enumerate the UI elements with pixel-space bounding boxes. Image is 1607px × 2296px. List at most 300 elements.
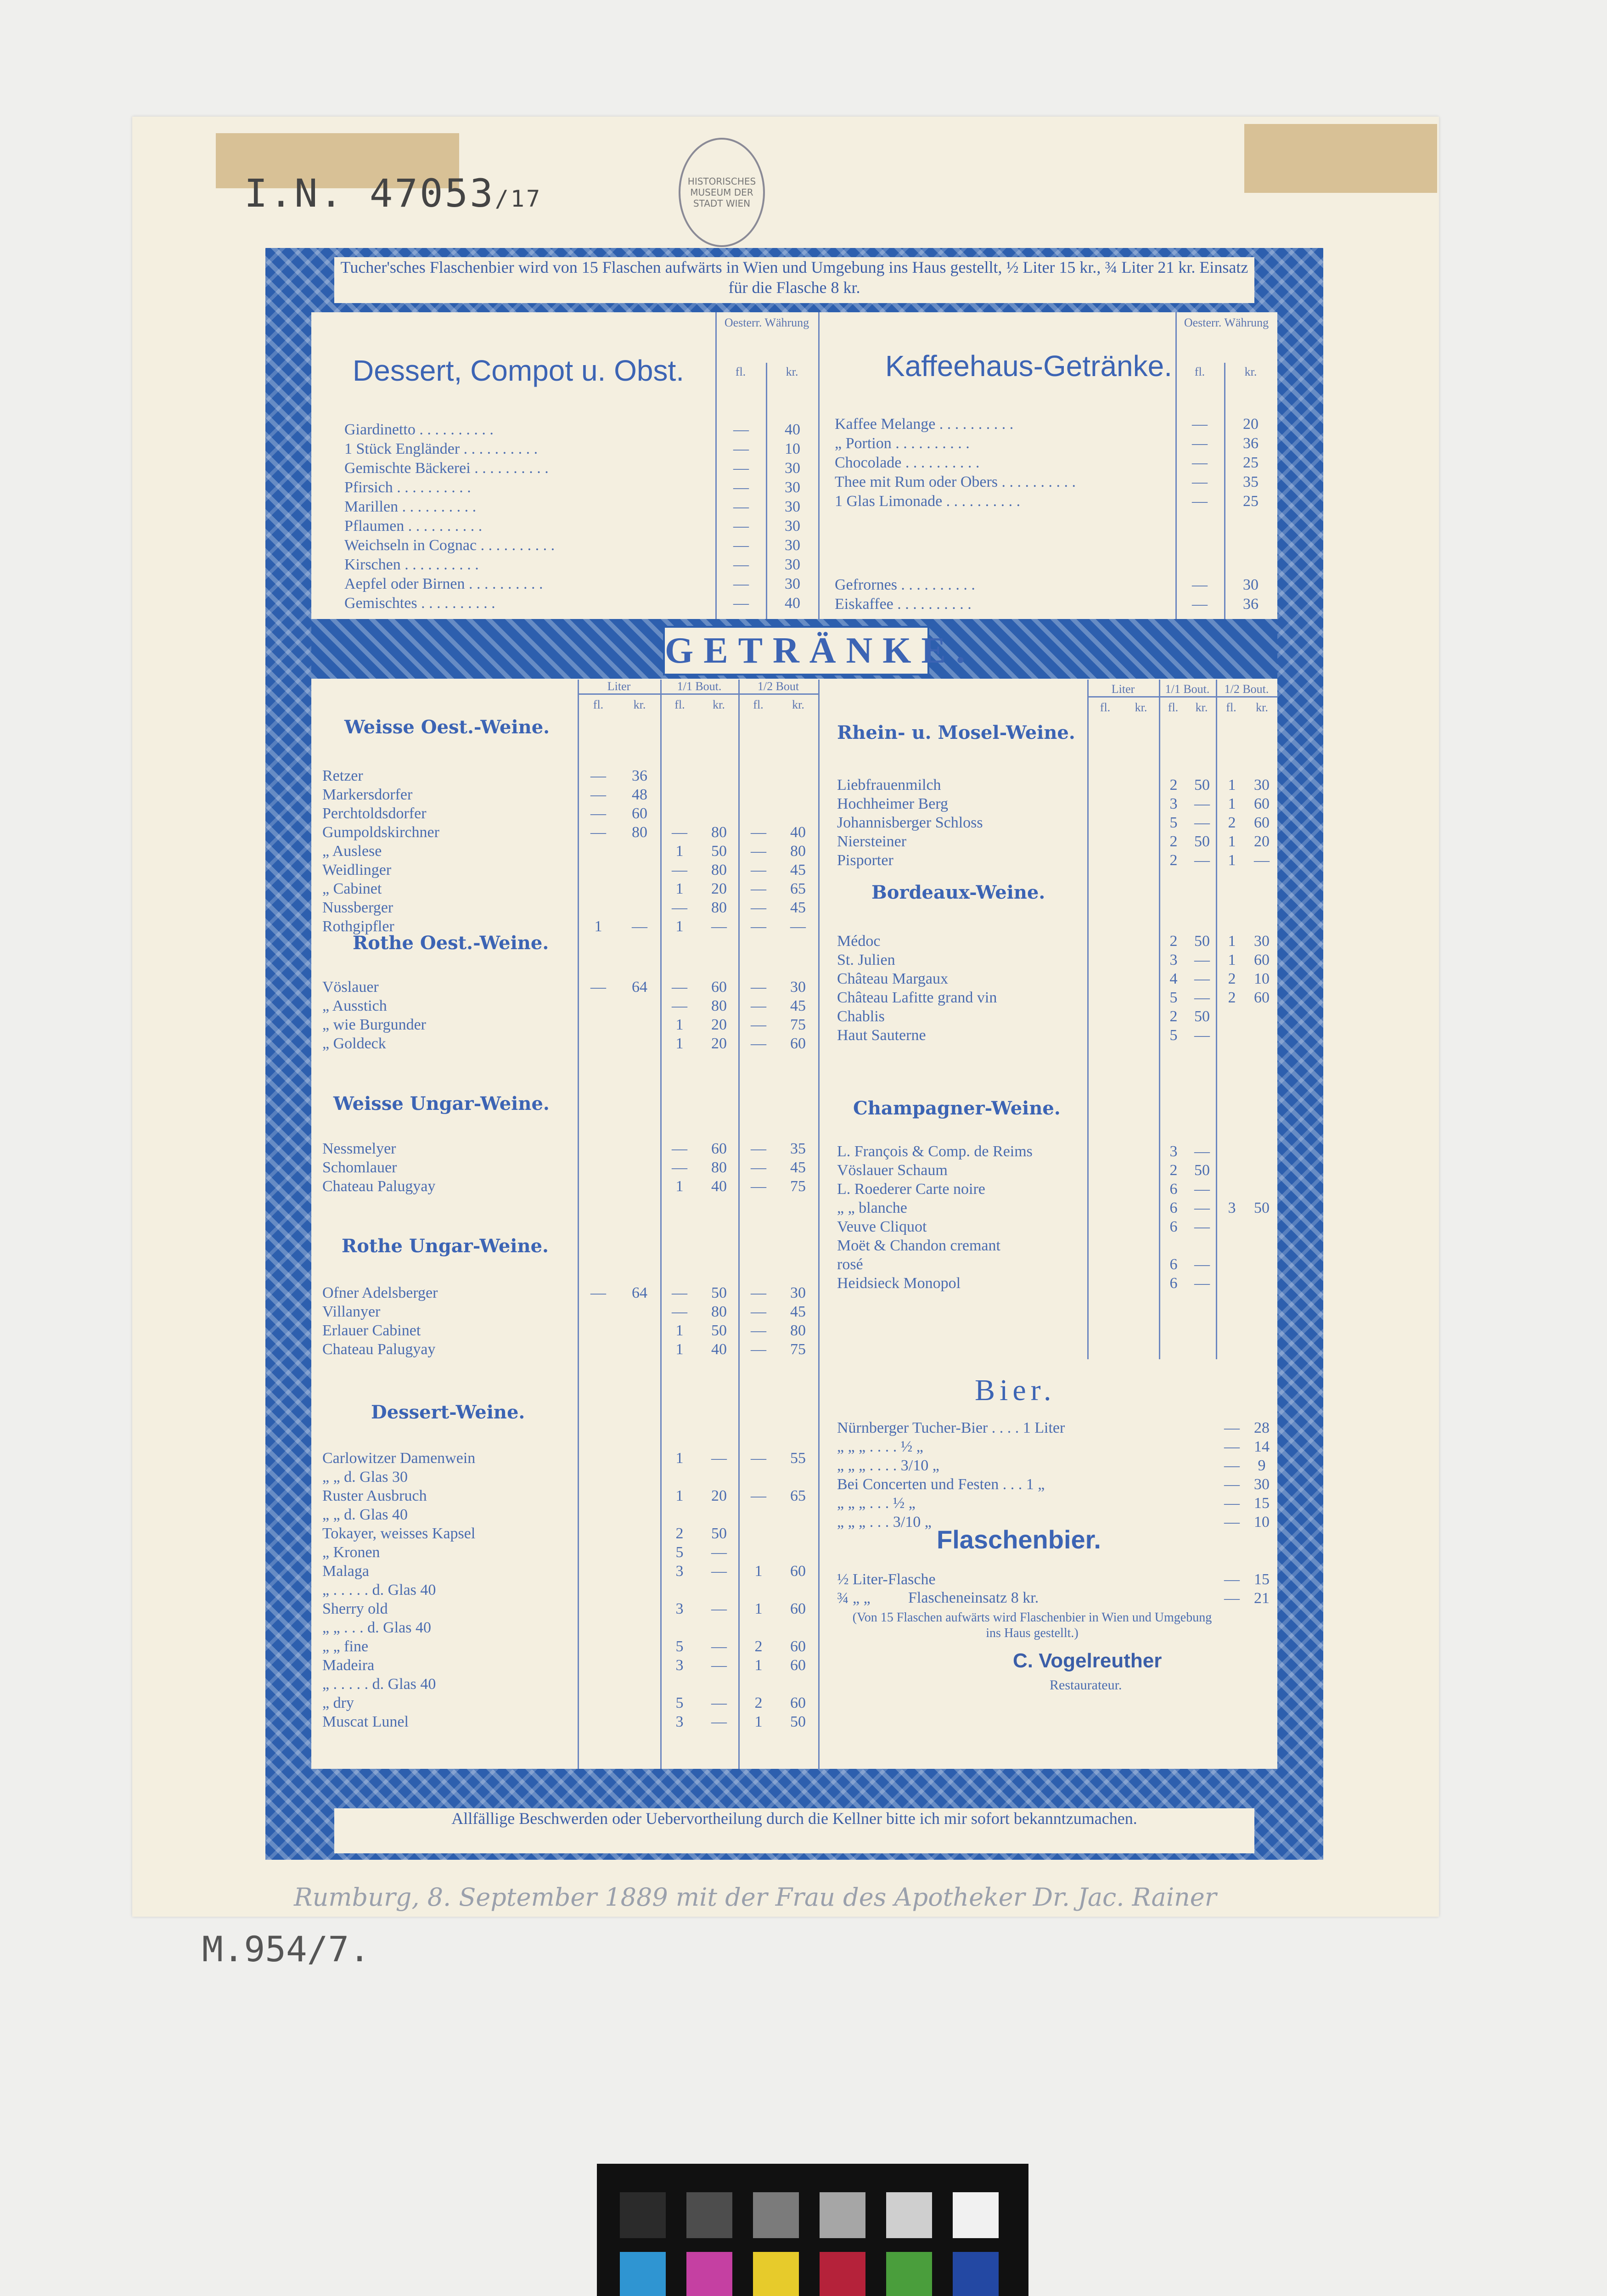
bier-kr: 9 — [1258, 1457, 1266, 1474]
color-patch — [620, 2252, 666, 2296]
wine-price: 60 — [790, 1035, 806, 1052]
wine-price: 30 — [790, 1284, 806, 1301]
wine-price: 60 — [711, 1140, 727, 1157]
wine-price: 40 — [790, 824, 806, 841]
wine-name: „ Ausstich — [322, 997, 387, 1014]
wine-price: — — [711, 918, 727, 935]
wine-name: Ofner Adelsberger — [322, 1284, 438, 1301]
dessert-weine-title: Dessert-Weine. — [371, 1401, 525, 1423]
wine-price: 1 — [754, 1563, 763, 1580]
wine-price: — — [672, 997, 687, 1014]
wine-price: 5 — [1169, 1027, 1178, 1044]
wine-price: — — [751, 899, 766, 916]
wine-price: 20 — [711, 1035, 727, 1052]
wine-name: Erlauer Cabinet — [322, 1322, 421, 1339]
wine-price: 1 — [1228, 795, 1236, 812]
wine-name: „ Kronen — [322, 1544, 380, 1561]
wine-price: 50 — [711, 843, 727, 860]
top-notice: Tucher'sches Flaschenbier wird von 15 Flaschen aufwärts in Wien und Umgebung ins Haus gestellt, ½ Liter 15 kr., ¾ Liter 21 kr. Einsatz für die Flasche 8 kr. — [334, 257, 1254, 303]
item-name: 1 Glas Limonade . . . . . . . . . . — [835, 493, 1021, 510]
m-number: M.954/7. — [202, 1929, 371, 1970]
wine-name: Chateau Palugyay — [322, 1178, 436, 1195]
wine-price: — — [590, 805, 606, 822]
bier-title: Bier. — [975, 1373, 1056, 1407]
wine-price: 2 — [1169, 1008, 1178, 1025]
wine-price: 6 — [1169, 1199, 1178, 1216]
item-name: Gemischte Bäckerei . . . . . . . . . . — [344, 460, 549, 477]
price-kr: 30 — [785, 575, 800, 592]
dessert-title: Dessert, Compot u. Obst. — [353, 354, 685, 387]
price-fl: — — [733, 537, 749, 554]
wine-price: 45 — [790, 899, 806, 916]
bier-fl: — — [1224, 1590, 1240, 1607]
wine-price: — — [751, 1341, 766, 1358]
price-kr: 36 — [1243, 435, 1259, 452]
wine-name: Heidsieck Monopol — [837, 1275, 961, 1292]
price-fl: — — [733, 460, 749, 477]
wine-price: 65 — [790, 880, 806, 897]
wine-price: 1 — [1228, 951, 1236, 968]
wine-name: „ „ d. Glas 40 — [322, 1506, 408, 1523]
color-patch — [686, 2252, 732, 2296]
wine-name: Muscat Lunel — [322, 1713, 409, 1730]
wine-price: 2 — [1169, 933, 1178, 950]
wine-price: 45 — [790, 997, 806, 1014]
wine-price: — — [751, 1016, 766, 1033]
inventory-number: I.N. 47053/17 — [244, 171, 542, 216]
wine-price: — — [711, 1713, 727, 1730]
wine-name: „ . . . . . d. Glas 40 — [322, 1676, 436, 1693]
wine-name: Médoc — [837, 933, 881, 950]
bier-name: „ „ „ . . . ½ „ — [837, 1495, 916, 1512]
wine-price: 50 — [1194, 1162, 1210, 1179]
wine-price: 65 — [790, 1487, 806, 1504]
right-header-line — [1087, 696, 1277, 698]
wine-price: — — [1194, 1218, 1210, 1235]
price-kr: 30 — [785, 556, 800, 573]
item-name: Weichseln in Cognac . . . . . . . . . . — [344, 537, 555, 554]
wine-price: 3 — [1169, 951, 1178, 968]
wine-price: 60 — [1254, 814, 1270, 831]
item-name: Eiskaffee . . . . . . . . . . — [835, 596, 972, 613]
wine-price: 50 — [1254, 1199, 1270, 1216]
wine-price: — — [711, 1450, 727, 1467]
wine-price: 40 — [711, 1178, 727, 1195]
wine-price: 3 — [675, 1600, 684, 1617]
top-mid-divider — [818, 312, 820, 619]
wine-price: — — [672, 1140, 687, 1157]
wine-price: 2 — [1169, 852, 1178, 869]
price-fl: — — [1192, 473, 1208, 490]
wine-name: Château Lafitte grand vin — [837, 989, 997, 1006]
left-liter-divider — [578, 680, 579, 1769]
price-kr: 30 — [785, 479, 800, 496]
wine-price: 1 — [675, 1016, 684, 1033]
price-fl: — — [733, 595, 749, 612]
wine-price: 2 — [1228, 814, 1236, 831]
currency-header-left: Oesterr. Währung — [724, 316, 809, 329]
flascheneinsatz: Flascheneinsatz 8 kr. — [908, 1589, 1039, 1606]
wine-price: — — [751, 1178, 766, 1195]
flaschenbier-note: (Von 15 Flaschen aufwärts wird Flaschenbier in Wien und Umgebung ins Haus gestellt.) — [852, 1610, 1212, 1640]
price-fl: — — [1192, 596, 1208, 613]
wine-name: Johannisberger Schloss — [837, 814, 983, 831]
gray-patch — [753, 2192, 799, 2238]
price-kr: 36 — [1243, 596, 1259, 613]
wine-price: 1 — [675, 1035, 684, 1052]
price-fl: — — [733, 498, 749, 515]
wine-price: — — [590, 786, 606, 803]
price-fl: — — [1192, 435, 1208, 452]
wine-price: — — [751, 979, 766, 996]
rothe-ungar-title: Rothe Ungar-Weine. — [342, 1235, 549, 1257]
wine-price: 3 — [1169, 1143, 1178, 1160]
wine-price: 60 — [790, 1600, 806, 1617]
wine-price: — — [590, 824, 606, 841]
bier-fl: — — [1224, 1438, 1240, 1455]
wine-name: Tokayer, weisses Kapsel — [322, 1525, 476, 1542]
wine-price: — — [1194, 795, 1210, 812]
lower-mid-divider — [818, 680, 820, 1769]
price-kr: 30 — [785, 498, 800, 515]
wine-price: — — [1194, 1181, 1210, 1198]
handwritten-note: Rumburg, 8. September 1889 mit der Frau des Apotheker Dr. Jac. Rainer — [294, 1883, 1217, 1912]
wine-name: Chateau Palugyay — [322, 1341, 436, 1358]
weisse-oest-title: Weisse Oest.-Weine. — [344, 716, 550, 738]
left-bout1-divider — [660, 680, 662, 1769]
item-name: Pfirsich . . . . . . . . . . — [344, 479, 471, 496]
wine-price: 5 — [675, 1694, 684, 1711]
wine-price: 3 — [675, 1713, 684, 1730]
price-kr: 30 — [785, 460, 800, 477]
wine-price: 5 — [1169, 989, 1178, 1006]
wine-price: 64 — [632, 979, 647, 996]
price-fl: — — [1192, 576, 1208, 593]
price-kr: 40 — [785, 595, 800, 612]
wine-price: 40 — [711, 1341, 727, 1358]
gray-patch — [820, 2192, 865, 2238]
wine-price: — — [1194, 1143, 1210, 1160]
wine-price: 10 — [1254, 970, 1270, 987]
item-name: Marillen . . . . . . . . . . — [344, 498, 477, 515]
wine-name: Pisporter — [837, 852, 893, 869]
unit-fl: fl. — [753, 698, 764, 711]
wine-price: — — [1194, 1199, 1210, 1216]
bier-name: „ „ „ . . . . 3/10 „ — [837, 1457, 939, 1474]
wine-name: Retzer — [322, 767, 363, 784]
unit-fl: fl. — [674, 698, 685, 711]
wine-price: — — [672, 1159, 687, 1176]
unit-kr: kr. — [1135, 701, 1147, 714]
left-bout1-head: 1/1 Bout. — [677, 680, 722, 693]
price-kr: 20 — [1243, 416, 1259, 433]
color-patch — [953, 2252, 999, 2296]
wine-price: 6 — [1169, 1256, 1178, 1273]
wine-price: 80 — [711, 997, 727, 1014]
wine-name: St. Julien — [837, 951, 895, 968]
color-checker — [597, 2164, 1028, 2296]
wine-name: Rothgipfler — [322, 918, 394, 935]
bier-kr: 28 — [1254, 1419, 1270, 1436]
item-name: Giardinetto . . . . . . . . . . — [344, 421, 494, 438]
price-fl: — — [1192, 493, 1208, 510]
wine-price: — — [1194, 1256, 1210, 1273]
wine-price: 80 — [711, 861, 727, 878]
unit-kr: kr. — [713, 698, 725, 711]
wine-price: 5 — [1169, 814, 1178, 831]
item-name: „ Portion . . . . . . . . . . — [835, 435, 970, 452]
wine-price: 1 — [675, 918, 684, 935]
wine-name: Vöslauer — [322, 979, 379, 996]
wine-price: 50 — [1194, 933, 1210, 950]
wine-price: 75 — [790, 1341, 806, 1358]
bier-fl: — — [1224, 1419, 1240, 1436]
wine-price: — — [751, 918, 766, 935]
wine-name: „ wie Burgunder — [322, 1016, 426, 1033]
right-bout1-head: 1/1 Bout. — [1165, 682, 1210, 696]
unit-fl-right: fl. — [1194, 365, 1205, 378]
wine-price: 3 — [675, 1657, 684, 1674]
wine-price: 1 — [675, 1487, 684, 1504]
wine-price: 80 — [711, 824, 727, 841]
bier-name: Bei Concerten und Festen . . . 1 „ — [837, 1476, 1045, 1493]
wine-name: Vöslauer Schaum — [837, 1162, 948, 1179]
wine-price: 75 — [790, 1178, 806, 1195]
wine-name: Moët & Chandon cremant — [837, 1237, 1000, 1254]
wine-name: „ „ blanche — [837, 1199, 907, 1216]
wine-name: Haut Sauterne — [837, 1027, 926, 1044]
wine-price: 5 — [675, 1544, 684, 1561]
wine-price: — — [751, 997, 766, 1014]
wine-name: Malaga — [322, 1563, 369, 1580]
wine-price: 1 — [675, 1322, 684, 1339]
wine-price: 3 — [1169, 795, 1178, 812]
wine-price: 2 — [754, 1638, 763, 1655]
wine-name: „ „ fine — [322, 1638, 369, 1655]
price-fl: — — [1192, 416, 1208, 433]
wine-price: 50 — [790, 1713, 806, 1730]
bottom-notice: Allfällige Beschwerden oder Uebervortheilung durch die Kellner bitte ich mir sofort bekanntzumachen. — [334, 1808, 1254, 1853]
wine-name: Markersdorfer — [322, 786, 413, 803]
wine-price: — — [711, 1600, 727, 1617]
wine-price: 30 — [1254, 777, 1270, 793]
price-kr: 30 — [785, 537, 800, 554]
wine-price: 4 — [1169, 970, 1178, 987]
unit-kr: kr. — [792, 698, 804, 711]
price-fl: — — [733, 479, 749, 496]
top-col-divider-right — [1175, 312, 1177, 619]
wine-price: — — [672, 824, 687, 841]
unit-fl: fl. — [1100, 701, 1111, 714]
wine-price: 2 — [1228, 989, 1236, 1006]
left-liter-head: Liter — [607, 680, 631, 693]
wine-name: Château Margaux — [837, 970, 949, 987]
wine-name: Gumpoldskirchner — [322, 824, 439, 841]
bier-name: „ „ „ . . . . ½ „ — [837, 1438, 923, 1455]
wine-price: — — [711, 1544, 727, 1561]
wine-price: 1 — [675, 880, 684, 897]
wine-price: 6 — [1169, 1275, 1178, 1292]
wine-name: Ruster Ausbruch — [322, 1487, 427, 1504]
wine-price: — — [751, 1450, 766, 1467]
wine-price: 60 — [1254, 951, 1270, 968]
wine-price: — — [751, 1487, 766, 1504]
item-name: Kirschen . . . . . . . . . . — [344, 556, 479, 573]
wine-price: 36 — [632, 767, 647, 784]
wine-price: 1 — [1228, 933, 1236, 950]
unit-kr: kr. — [633, 698, 646, 711]
item-name: Thee mit Rum oder Obers . . . . . . . . . . — [835, 473, 1076, 490]
gray-patch — [686, 2192, 732, 2238]
bier-name: Nürnberger Tucher-Bier . . . . 1 Liter — [837, 1419, 1065, 1436]
wine-price: 60 — [790, 1563, 806, 1580]
unit-fl: fl. — [735, 365, 746, 378]
champagner-title: Champagner-Weine. — [853, 1097, 1061, 1119]
wine-price: 45 — [790, 861, 806, 878]
wine-price: — — [632, 918, 647, 935]
wine-price: 1 — [754, 1713, 763, 1730]
wine-price: — — [751, 824, 766, 841]
wine-price: 1 — [1228, 777, 1236, 793]
unit-fl: fl. — [593, 698, 604, 711]
price-kr: 40 — [785, 421, 800, 438]
wine-price: — — [751, 861, 766, 878]
wine-price: — — [711, 1694, 727, 1711]
unit-kr: kr. — [786, 365, 798, 378]
getraenke-title: GETRÄNKE. — [663, 626, 929, 675]
wine-price: 30 — [1254, 933, 1270, 950]
price-fl: — — [733, 556, 749, 573]
wine-price: — — [790, 918, 806, 935]
gray-patch — [620, 2192, 666, 2238]
wine-price: 1 — [675, 1450, 684, 1467]
bier-name: „ „ „ . . . 3/10 „ — [837, 1514, 932, 1531]
wine-price: 1 — [1228, 852, 1236, 869]
menu-content — [311, 312, 1277, 1769]
wine-price: 5 — [675, 1638, 684, 1655]
bier-fl: — — [1224, 1514, 1240, 1531]
wine-price: — — [590, 1284, 606, 1301]
wine-price: — — [1194, 814, 1210, 831]
top-col-divider — [715, 312, 717, 619]
wine-price: 64 — [632, 1284, 647, 1301]
top-divider-right-kr — [1224, 363, 1225, 619]
wine-name: L. Roederer Carte noire — [837, 1181, 985, 1198]
currency-header-right: Oesterr. Währung — [1184, 316, 1269, 329]
wine-price: — — [1194, 852, 1210, 869]
wine-price: 75 — [790, 1016, 806, 1033]
wine-name: Nussberger — [322, 899, 393, 916]
ornamental-frame — [265, 248, 1323, 1860]
price-fl: — — [733, 440, 749, 457]
item-name: Kaffee Melange . . . . . . . . . . — [835, 416, 1014, 433]
wine-price: 2 — [1228, 970, 1236, 987]
wine-name: Liebfrauenmilch — [837, 777, 941, 793]
gray-patch — [953, 2192, 999, 2238]
wine-price: — — [672, 979, 687, 996]
wine-price: 80 — [711, 1303, 727, 1320]
wine-price: 60 — [711, 979, 727, 996]
right-bout2-divider — [1216, 680, 1217, 1359]
signature-title: Restaurateur. — [1050, 1677, 1122, 1693]
wine-price: 2 — [1169, 777, 1178, 793]
right-bout2-head: 1/2 Bout. — [1224, 682, 1269, 696]
wine-price: 20 — [1254, 833, 1270, 850]
museum-stamp: HISTORISCHES MUSEUM DER STADT WIEN — [679, 138, 765, 247]
wine-price: — — [1194, 1027, 1210, 1044]
bier-fl: — — [1224, 1476, 1240, 1493]
wine-price: 60 — [790, 1638, 806, 1655]
price-kr: 35 — [1243, 473, 1259, 490]
left-bout2-divider — [738, 680, 740, 1769]
wine-price: 2 — [1169, 833, 1178, 850]
wine-price: — — [751, 880, 766, 897]
bier-kr: 10 — [1254, 1514, 1270, 1531]
item-name: 1 Stück Engländer . . . . . . . . . . — [344, 440, 538, 457]
wine-price: — — [590, 979, 606, 996]
wine-price: 2 — [754, 1694, 763, 1711]
wine-price: 20 — [711, 1016, 727, 1033]
item-name: Gemischtes . . . . . . . . . . — [344, 595, 495, 612]
price-fl: — — [1192, 454, 1208, 471]
unit-fl: fl. — [1168, 701, 1179, 714]
wine-price: 60 — [1254, 795, 1270, 812]
flaschenbier-title: Flaschenbier. — [937, 1525, 1101, 1554]
wine-price: 45 — [790, 1303, 806, 1320]
wine-price: 60 — [1254, 989, 1270, 1006]
wine-name: Sherry old — [322, 1600, 388, 1617]
wine-price: 60 — [632, 805, 647, 822]
wine-price: 35 — [790, 1140, 806, 1157]
price-kr: 30 — [785, 518, 800, 535]
unit-kr: kr. — [1195, 701, 1208, 714]
wine-price: 48 — [632, 786, 647, 803]
kaffee-title: Kaffeehaus-Getränke. — [885, 349, 1172, 383]
bier-kr: 21 — [1254, 1590, 1270, 1607]
wine-price: 80 — [711, 1159, 727, 1176]
wine-name: „ . . . . . d. Glas 40 — [322, 1581, 436, 1598]
wine-price: 1 — [594, 918, 602, 935]
wine-price: 50 — [711, 1322, 727, 1339]
item-name: Gefrornes . . . . . . . . . . — [835, 576, 975, 593]
bier-fl: — — [1224, 1457, 1240, 1474]
wine-name: Chablis — [837, 1008, 885, 1025]
wine-price: — — [590, 767, 606, 784]
wine-name: „ dry — [322, 1694, 354, 1711]
wine-price: 80 — [790, 843, 806, 860]
wine-name: „ Cabinet — [322, 880, 382, 897]
wine-price: — — [1194, 951, 1210, 968]
rhein-title: Rhein- u. Mosel-Weine. — [837, 722, 1075, 743]
wine-name: Carlowitzer Damenwein — [322, 1450, 476, 1467]
wine-price: — — [751, 1035, 766, 1052]
bier-name: ¾ „ „ — [837, 1590, 871, 1607]
rothe-oest-title: Rothe Oest.-Weine. — [353, 932, 549, 954]
wine-price: 1 — [754, 1600, 763, 1617]
wine-price: 55 — [790, 1450, 806, 1467]
wine-price: — — [1194, 1275, 1210, 1292]
wine-price: — — [1254, 852, 1270, 869]
wine-price: 2 — [1169, 1162, 1178, 1179]
left-header-line — [578, 693, 818, 695]
wine-name: Weidlinger — [322, 861, 392, 878]
price-kr: 25 — [1243, 454, 1259, 471]
wine-price: 6 — [1169, 1218, 1178, 1235]
wine-price: — — [751, 1322, 766, 1339]
wine-price: 50 — [711, 1525, 727, 1542]
bier-fl: — — [1224, 1571, 1240, 1588]
wine-price: 50 — [1194, 833, 1210, 850]
